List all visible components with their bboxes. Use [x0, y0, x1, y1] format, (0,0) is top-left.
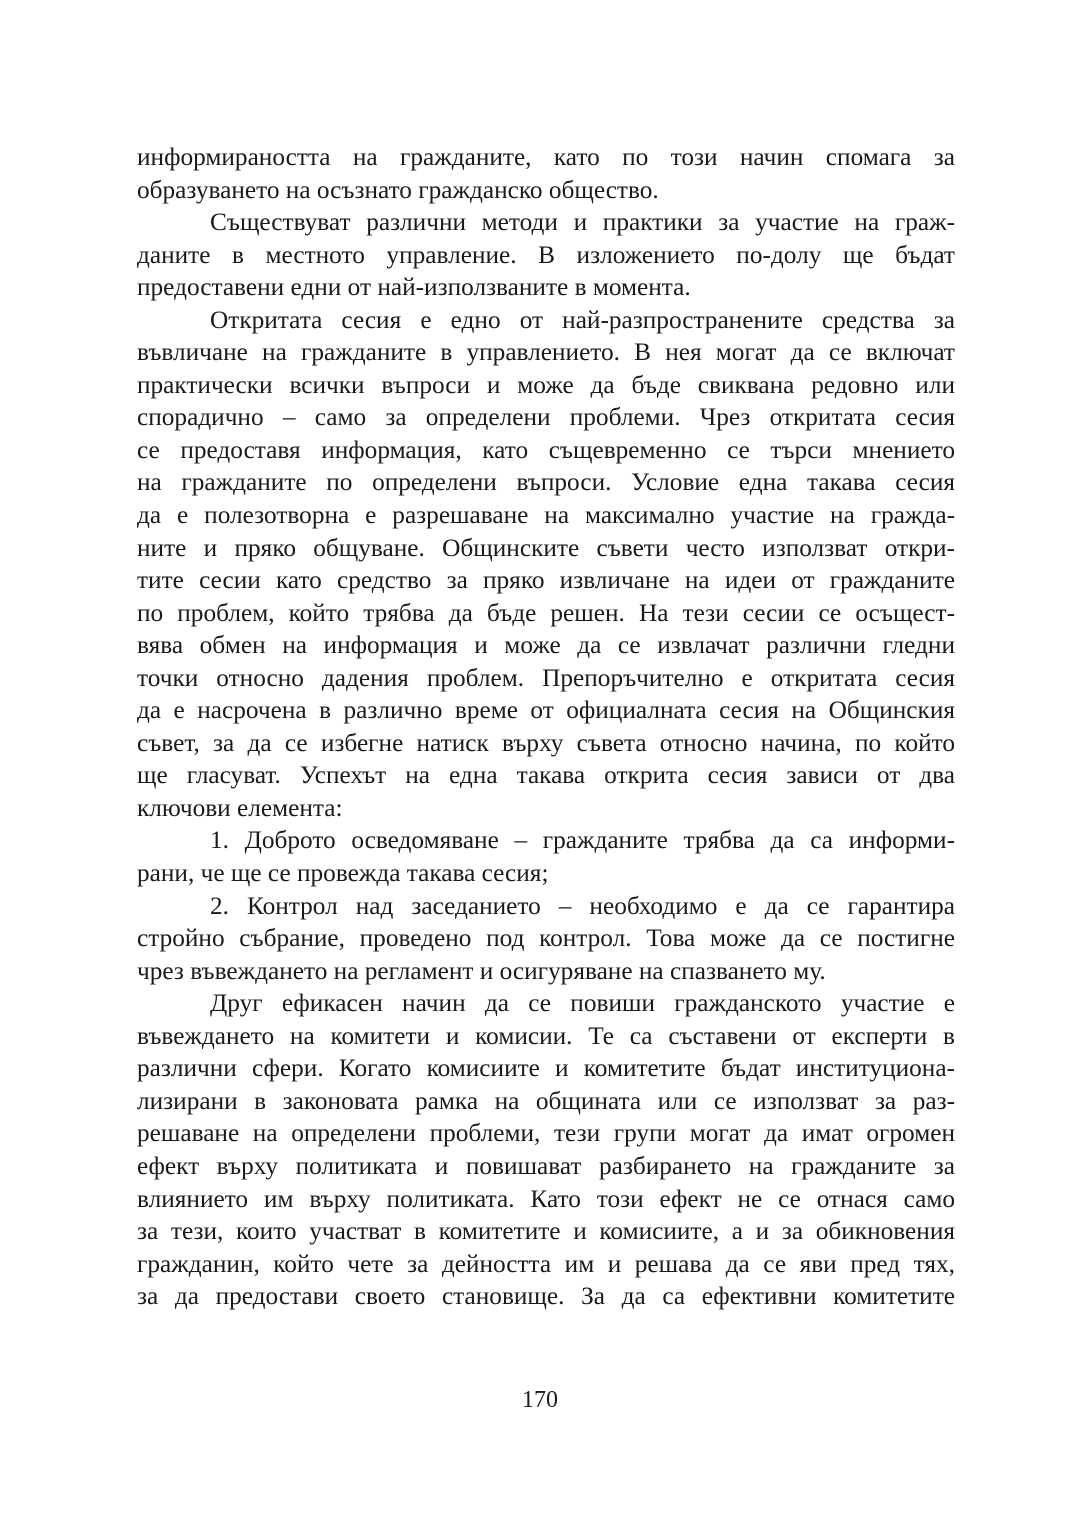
text-line: да е полезотворна е разрешаване на максимално участие на гражда-: [137, 501, 955, 530]
text-line: ефект върху политиката и повишават разбирането на гражданите за: [137, 1151, 955, 1180]
text-line: тите сесии като средство за пряко извличане на идеи от гражданите: [137, 566, 955, 595]
text-line: Друг ефикасен начин да се повиши гражданското участие е: [210, 989, 955, 1018]
text-line: информираността на гражданите, като по този начин спомага за: [137, 143, 955, 171]
text-line: ще гласуват. Успехът на една такава открита сесия зависи от два: [137, 761, 955, 790]
text-line: се предоставя информация, като същевременно се търси мнението: [137, 435, 955, 464]
text-line: въвеждането на комитети и комисии. Те са съставени от експерти в: [137, 1021, 955, 1050]
text-line: за да предостави своето становище. За да са ефективни комитетите: [137, 1282, 955, 1311]
text-line: рани, че ще се провежда такава сесия;: [137, 859, 549, 888]
text-line: ключови елемента:: [137, 793, 343, 822]
text-line: различни сфери. Когато комисиите и комитетите бъдат институциона-: [137, 1054, 955, 1083]
text-line: на гражданите по определени въпроси. Условие една такава сесия: [137, 468, 955, 497]
text-line: въвличане на гражданите в управлението. В нея могат да се включат: [137, 338, 955, 367]
text-line: 1. Доброто осведомяване – гражданите трябва да са информи-: [210, 826, 955, 855]
page-number: 170: [522, 1387, 558, 1413]
text-line: спорадично – само за определени проблеми. Чрез откритата сесия: [137, 403, 955, 432]
text-line: Откритата сесия е едно от най-разпространените средства за: [210, 305, 955, 334]
text-line: практически всички въпроси и може да бъде свиквана редовно или: [137, 370, 955, 399]
text-line: 2. Контрол над заседанието – необходимо е да се гарантира: [210, 891, 955, 920]
text-line: даните в местното управление. В изложението по-долу ще бъдат: [137, 240, 955, 269]
text-line: ните и пряко общуване. Общинските съвети често използват откри-: [137, 533, 955, 562]
text-line: предоставени едни от най-използваните в момента.: [137, 273, 691, 302]
text-line: гражданин, който чете за дейността им и решава да се яви пред тях,: [137, 1249, 955, 1278]
text-line: образуването на осъзнато гражданско общество.: [137, 175, 659, 204]
text-line: за тези, които участват в комитетите и комисиите, а и за обикновения: [137, 1217, 955, 1246]
text-line: решаване на определени проблеми, тези групи могат да имат огромен: [137, 1119, 955, 1148]
text-line: чрез въвеждането на регламент и осигуряване на спазването му.: [137, 956, 826, 985]
body-text: [137, 141, 955, 1313]
text-line: по проблем, който трябва да бъде решен. На тези сесии се осъщест-: [137, 598, 955, 627]
text-line: лизирани в законовата рамка на общината или се използват за раз-: [137, 1086, 955, 1115]
text-line: съвет, за да се избегне натиск върху съвета относно начина, по който: [137, 728, 955, 757]
text-line: точки относно дадения проблем. Препоръчително е откритата сесия: [137, 663, 955, 692]
text-line: стройно събрание, проведено под контрол. Това може да се постигне: [137, 924, 955, 953]
text-line: да е насрочена в различно време от официалната сесия на Общинския: [137, 696, 955, 725]
text-line: влиянието им върху политиката. Като този ефект не се отнася само: [137, 1184, 955, 1213]
text-line: Съществуват различни методи и практики за участие на граж-: [210, 208, 955, 237]
text-line: вява обмен на информация и може да се извлачат различни гледни: [137, 631, 955, 660]
